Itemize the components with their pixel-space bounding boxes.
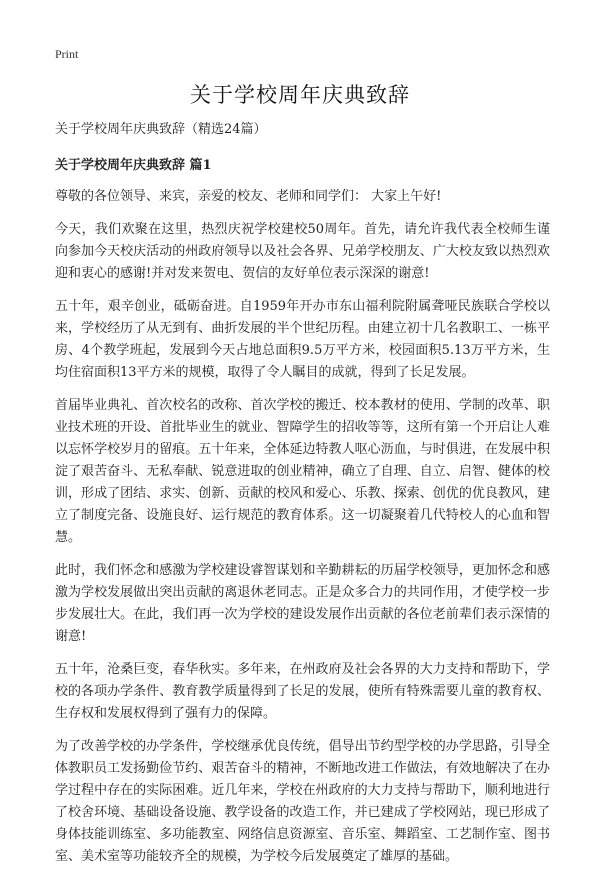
document-title: 关于学校周年庆典致辞 bbox=[190, 83, 410, 107]
paragraph-milestones: 首届毕业典礼、首次校名的改称、首次学校的搬迁、校本教材的使用、学制的改革、职业技术班的开设、首批毕业生的就业、智障学生的招收等等，这所有第一个开启让人难以忘怀学校岁月的留痕。五十年来，全体延边特教人呕心沥血，与时俱进，在发展中积淀了艰苦奋斗、无私奉献、锐意进取的创业精神，确立了自理、自立、启智、健体的校训，形成了团结、求实、创新、贡献的校风和爱心、乐教、探索、创优的优良教风，建立了制度完备、设施良好、运行规范的教育体系。这一切凝聚着几代特校人的心血和智慧。 bbox=[55, 398, 550, 545]
document-body bbox=[55, 120, 550, 879]
paragraph-gratitude: 此时，我们怀念和感激为学校建设睿智谋划和辛勤耕耘的历届学校领导，更加怀念和感激为学校发展做出突出贡献的离退休老同志。正是众多合力的共同作用，才使学校一步步发展壮大。在此，我们再一次为学校的建设发展作出贡献的各位老前辈们表示深情的谢意! bbox=[55, 563, 550, 644]
document-subtitle: 关于学校周年庆典致辞（精选24篇） bbox=[55, 122, 267, 137]
paragraph-facilities: 为了改善学校的办学条件，学校继承优良传统，倡导出节约型学校的办学思路，引导全体教职员工发扬勤俭节约、艰苦奋斗的精神，不断地改进工作做法，有效地解决了在办学过程中存在的实际困难。近几年来，学校在州政府的大力支持与帮助下，顺利地进行了校舍环境、基础设备设施、教学设备的改造工作，并已建成了学校网站，现已形成了身体技能训练室、多功能教室、网络信息资源室、音乐室、舞蹈室、工艺制作室、图书室、美术室等功能较齐全的规模，为学校今后发展奠定了雄厚的基础。 bbox=[55, 739, 550, 864]
paragraph-development: 五十年，沧桑巨变，春华秋实。多年来，在州政府及社会各界的大力支持和帮助下，学校的各项办学条件、教育教学质量得到了长足的发展，使所有特殊需要儿童的教育权、生存权和发展权得到了强有力的保障。 bbox=[55, 662, 550, 721]
paragraph-greeting: 尊敬的各位领导、来宾，亲爱的校友、老师和同学们： 大家上午好! bbox=[55, 189, 442, 204]
print-link[interactable]: Print bbox=[55, 47, 79, 61]
paragraph-history: 五十年，艰辛创业，砥砺奋进。自1959年开办市东山福利院附属聋哑民族联合学校以来，学校经历了从无到有、曲折发展的半个世纪历程。由建立初十几名教职工、一栋平房、4个教学班起，发展到今天占地总面积9.5万平方米，校园面积5.13万平方米，生均住宿面积13平方米的规模，取得了令人瞩目的成就，得到了长足发展。 bbox=[55, 299, 550, 380]
section-heading: 关于学校周年庆典致辞 篇1 bbox=[55, 158, 212, 173]
paragraph-welcome: 今天，我们欢聚在这里，热烈庆祝学校建校50周年。首先，请允许我代表全校师生谨向参加今天校庆活动的州政府领导以及社会各界、兄弟学校朋友、广大校友致以热烈欢迎和衷心的感谢!并对发来贺电、贺信的友好单位表示深深的谢意! bbox=[55, 222, 550, 281]
